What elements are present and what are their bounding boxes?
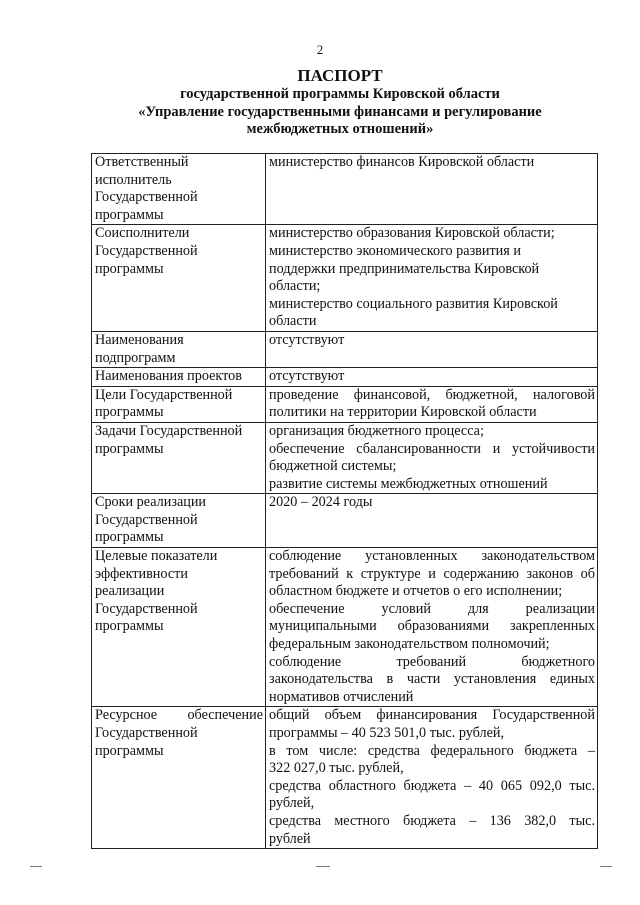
- row-value: в том числе: средства федерального бюджета –: [269, 742, 595, 759]
- row-value: министерство образования Кировской области;: [269, 225, 555, 242]
- row-value-cell: [266, 225, 598, 332]
- row-value: обеспечение условий для реализации: [269, 600, 595, 617]
- row-value: бюджетной системы;: [269, 458, 397, 475]
- row-label: программы: [95, 529, 164, 546]
- row-label: Целевые показатели: [95, 548, 218, 565]
- row-value: проведение финансовой, бюджетной, налоговой: [269, 386, 595, 403]
- row-value: нормативов отчислений: [269, 688, 414, 705]
- row-label: Ответственный: [95, 154, 189, 170]
- row-value: министерство финансов Кировской области: [269, 154, 535, 170]
- row-value: отсутствуют: [269, 368, 345, 385]
- row-label-cell: [92, 225, 266, 332]
- row-label: Государственной: [95, 189, 198, 206]
- row-label: Государственной: [95, 511, 198, 528]
- row-value: министерство социального развития Кировской: [269, 295, 558, 312]
- row-value: общий объем финансирования Государственной: [269, 707, 595, 724]
- row-value: соблюдение требований бюджетного: [269, 653, 595, 670]
- row-value: поддержки предпринимательства Кировской: [269, 260, 540, 277]
- table-row: [92, 368, 598, 387]
- row-value: развитие системы межбюджетных отношений: [269, 475, 548, 492]
- row-value-cell: [266, 422, 598, 493]
- row-value-cell: [266, 707, 598, 849]
- row-value: обеспечение сбалансированности и устойчивости: [269, 440, 595, 457]
- row-value: рублей,: [269, 795, 315, 812]
- row-label: программы: [95, 440, 164, 457]
- scan-artifact: [316, 866, 330, 867]
- table-row: [92, 331, 598, 367]
- row-value: политики на территории Кировской области: [269, 404, 537, 421]
- row-label: Ресурсное обеспечение: [95, 707, 263, 724]
- row-label: Наименования: [95, 331, 184, 348]
- table-row: [92, 386, 598, 422]
- row-value-cell: [266, 494, 598, 548]
- row-label: Государственной: [95, 242, 198, 259]
- row-label: Наименования проектов: [95, 368, 242, 385]
- row-label: Соисполнители: [95, 225, 190, 242]
- row-label-cell: [92, 331, 266, 367]
- row-label: подпрограмм: [95, 349, 176, 366]
- row-value: организация бюджетного процесса;: [269, 422, 484, 439]
- table-row: [92, 225, 598, 332]
- row-value: средства областного бюджета – 40 065 092,0 тыс.: [269, 777, 595, 794]
- title-subtitle-line: государственной программы Кировской области: [180, 86, 500, 102]
- row-label: программы: [95, 618, 164, 635]
- scan-artifact: [600, 866, 612, 867]
- row-value: 2020 – 2024 годы: [269, 494, 373, 511]
- row-label-cell: [92, 494, 266, 548]
- table-row: [92, 422, 598, 493]
- row-value-cell: [266, 386, 598, 422]
- row-label-cell: [92, 707, 266, 849]
- scan-artifact: [30, 866, 42, 867]
- row-value-cell: [266, 548, 598, 707]
- row-label: Цели Государственной: [95, 386, 233, 403]
- row-value: отсутствуют: [269, 331, 345, 348]
- row-label: исполнитель: [95, 171, 172, 188]
- row-value: средства местного бюджета – 136 382,0 тыс.: [269, 812, 595, 829]
- row-value: федеральным законодательством полномочий;: [269, 636, 550, 653]
- row-label-cell: [92, 154, 266, 225]
- title-subtitle-line: межбюджетных отношений»: [246, 121, 434, 137]
- row-label-cell: [92, 422, 266, 493]
- row-label: программы: [95, 742, 164, 759]
- table-row: [92, 494, 598, 548]
- row-value: законодательства в части установления единых: [269, 671, 595, 688]
- row-label: программы: [95, 206, 164, 223]
- row-label: программы: [95, 260, 164, 277]
- row-value: программы – 40 523 501,0 тыс. рублей,: [269, 725, 505, 741]
- title-subtitle-line: «Управление государственными финансами и регулирование: [138, 103, 542, 120]
- row-label: эффективности: [95, 565, 188, 582]
- document-title-block: [90, 66, 590, 139]
- row-label: Сроки реализации: [95, 494, 207, 511]
- row-value: областном бюджете и отчетов о его исполнении;: [269, 583, 563, 600]
- page-number: 2: [316, 42, 324, 57]
- row-value: области: [269, 313, 317, 330]
- row-label: реализации: [95, 583, 165, 600]
- table-row: [92, 154, 598, 225]
- row-value: области;: [269, 278, 321, 295]
- row-value: требований к структуре и содержанию законов об: [269, 565, 595, 582]
- row-label: Государственной: [95, 600, 198, 617]
- row-label-cell: [92, 548, 266, 707]
- table-row: [92, 548, 598, 707]
- row-label: Задачи Государственной: [95, 422, 243, 439]
- document-title: ПАСПОРТ: [297, 66, 383, 85]
- row-label-cell: [92, 368, 266, 387]
- row-value: рублей: [269, 830, 311, 847]
- row-value-cell: [266, 154, 598, 225]
- row-value-cell: [266, 331, 598, 367]
- row-label: Государственной: [95, 725, 198, 741]
- row-value-cell: [266, 368, 598, 387]
- passport-table: [91, 153, 598, 849]
- row-value: муниципальными образованиями закрепленных: [269, 618, 595, 635]
- row-value: 322 027,0 тыс. рублей,: [269, 760, 404, 777]
- table-row: [92, 707, 598, 849]
- row-value: соблюдение установленных законодательством: [269, 548, 595, 565]
- row-label: программы: [95, 404, 164, 421]
- row-value: министерство экономического развития и: [269, 242, 521, 259]
- row-label-cell: [92, 386, 266, 422]
